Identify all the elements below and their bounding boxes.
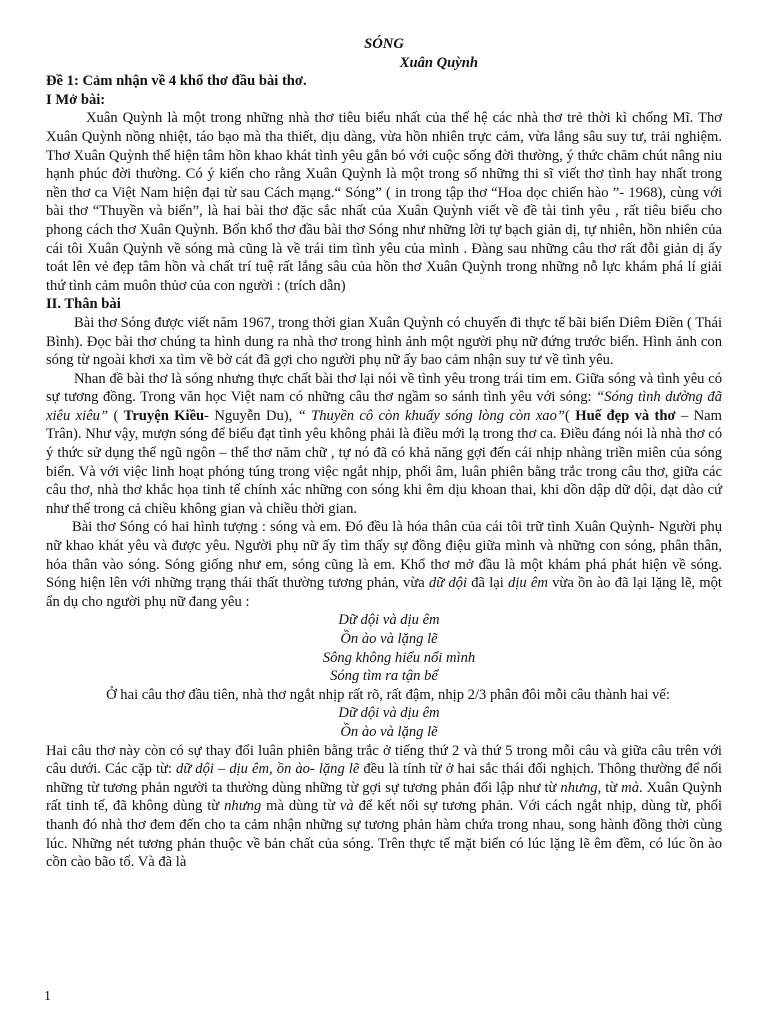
text-run: – Nam Trân). Như vậy, mượn sóng để biểu đạt tình yêu không phải là điều mới lạ trong thơ ca. Điều đáng nói là nhà thơ có ý thức sử dụng thể ngũ ngôn – thể thơ năm chữ , tự nó đã có khả năng gợi đến cái nhịp nhàng triền miên của sóng biển. Và với việc linh hoạt phóng túng trong việc ngắt nhịp, phối âm, luân phiên bằng trắc trong câu thơ, giữa các câu thơ, nhà thơ khắc họa tinh tế chính xác những con sóng khi êm dịu khoan thai, khi dồn dập dữ dội, dạt dào cứ như thế trong cả chiều không gian và chiều thời gian. [46,407,722,517]
text-run: đều là tính từ ở hai sắc thái đối nghịch. Thông thường để nối những từ tương phản người ta thường dùng những từ gợi sự tương phản đối lập như từ [46,761,722,796]
text-run: đã lại [467,575,509,592]
source-hue: Huế đẹp và thơ [575,407,676,424]
analysis-paragraph [46,742,722,872]
text-run: Bài thơ Sóng có hai hình tượng : sóng và em. Đó đều là hóa thân của cái tôi trữ tình Xuân Quỳnh- Người phụ nữ khao khát yêu và được yêu. Người phụ nữ ấy tìm thấy sự đồng điệu giữa mình và những con sóng, phân thân, hóa thân vào sóng. Sóng giống như em, sóng cũng là em. Khổ thơ mở đầu là một khám phá phát hiện về sóng. Sóng hiện lên với những trạng thái thất thường tương phản, vừa [46,519,722,592]
document-content [46,35,722,872]
word-diu-em: dịu êm [508,575,548,592]
word-nhung: nhưng [224,798,262,815]
verse-line: Ồn ào và lặng lẽ [340,723,438,740]
quote-thuyen: “ Thuyền cô còn khuấy sóng lòng còn xao” [297,407,566,424]
text-run: để kết nối sự tương phản. Với cách ngắt nhịp, dùng từ, phối thanh đó nhà thơ đem đến cho ta cảm nhận những sự tương phản hàm chứa trong nhau, song hành đồng thời cùng lúc. Những nét tương phản thuộc về bản chất của sóng. Trên thực tế mặt biển có lúc lặng lẽ êm đềm, có lúc ồn ào cồn cào bão tố. Và đã là [46,798,722,871]
section-heading-intro: I Mở bài: [46,91,106,108]
poem-title: SÓNG [364,36,404,52]
verse-line: Dữ dội và dịu êm [338,705,440,722]
text-run: vừa ồn ào đã lại lặng lẽ, một ẩn dụ cho người phụ nữ đang yêu : [46,575,722,610]
body-paragraph-2 [46,370,722,519]
text-run: , từ [597,779,622,796]
body-paragraph-1: Bài thơ Sóng được viết năm 1967, trong thời gian Xuân Quỳnh có chuyến đi thực tế bãi biển Diêm Điền ( Thái Bình). Đọc bài thơ chúng ta hình dung ra nhà thơ trong hình ảnh một người phụ nữ đứng trước biển. Hình ảnh con sóng từ ngoài khơi xa tìm về bờ cát đã gợi cho người phụ nữ ấy bao cảm nhận suy tư về tình yêu. [46,314,722,369]
text-run: ( [108,407,124,424]
page-number: 1 [44,989,51,1004]
intro-paragraph: Xuân Quỳnh là một trong những nhà thơ tiêu biểu nhất của thế hệ các nhà thơ trẻ thời kì chống Mĩ. Thơ Xuân Quỳnh nồng nhiệt, táo bạo mà tha thiết, dịu dàng, vừa hồn nhiên trực cảm, vừa lắng sâu suy tư, trải nghiệm. Thơ Xuân Quỳnh thể hiện tâm hồn khao khát tình yêu gắn bó với cuộc sống đời thường, ý thức chăm chút nâng niu hạnh phúc đời thường. Có ý kiến cho rằng Xuân Quỳnh là một trong số những thi sĩ viết thơ tình hay nhất trong nền thơ ca Việt Nam hiện đại từ sau Cách mạng.“ Sóng” ( in trong tập thơ “Hoa dọc chiến hào ”- 1968), cùng với bài thơ “Thuyền và biển”, là hai bài thơ đặc sắc nhất của Xuân Quỳnh viết về đề tài tình yêu , rất tiêu biểu cho phong cách thơ Xuân Quỳnh. Bốn khổ thơ đầu bài thơ Sóng như những lời tự bạch giản dị, tự nhiên, hồn nhiên của cái tôi Xuân Quỳnh về sóng mà cũng là về trái tim tình yêu của mình . Đàng sau những câu thơ rất đỗi giản dị ấy toát lên vẻ đẹp tâm hồn và chất trí tuệ rất lắng sâu của hồn thơ Xuân Quỳnh trong những nỗ lực khám phá lí giải thứ tình cảm muôn thủơ của con người : (trích dẫn) [46,110,722,294]
section-heading-body: II. Thân bài [46,296,121,313]
essay-topic: Đề 1: Cảm nhận về 4 khổ thơ đầu bài thơ. [46,73,307,90]
text-run: ( [565,407,576,424]
source-kieu: Truyện Kiều [123,407,205,424]
text-run: Nhan đề bài thơ là sóng nhưng thực chất bài thơ lại nói về tình yêu trong trái tim em. Giữa sóng và tình yêu có sự tương đồng. Trong văn học Việt nam có những câu thơ ngầm so sánh tình yêu với sóng: [46,370,722,406]
quote-kieu: “Sóng tình dường đã xiêu xiêu” [46,389,722,424]
text-run: Hai câu thơ này còn có sự thay đổi luân phiên bằng trắc ở tiếng thứ 2 và thứ 5 trong mỗi câu và giữa câu trên với câu dưới. Các cặp từ: [46,742,722,778]
verse-line: Sông không hiểu nổi mình [322,649,476,666]
text-run: mà dùng từ [261,798,340,815]
word-nhung: nhưng [560,779,598,796]
poem-author: Xuân Quỳnh [399,54,478,71]
verse-line: Ồn ào và lặng lẽ [340,631,438,647]
word-pairs: dữ dội – dịu êm, ồn ào- lặng lẽ [176,761,360,778]
verse-line: Sóng tìm ra tận bể [330,668,438,685]
text-run: . Xuân Quỳnh rất tinh tế, đã không dùng từ [46,779,722,815]
word-du-doi: dữ dội [428,575,468,592]
word-va: và [339,798,354,815]
body-paragraph-3 [46,518,722,611]
rhythm-note: Ở hai câu thơ đầu tiên, nhà thơ ngắt nhịp rất rõ, rất đậm, nhịp 2/3 phân đôi mỗi câu thành hai vế: [106,686,670,703]
text-run: - Nguyễn Du), [204,407,298,424]
verse-line: Dữ dội và dịu êm [338,612,440,629]
word-ma: mà [621,779,639,796]
